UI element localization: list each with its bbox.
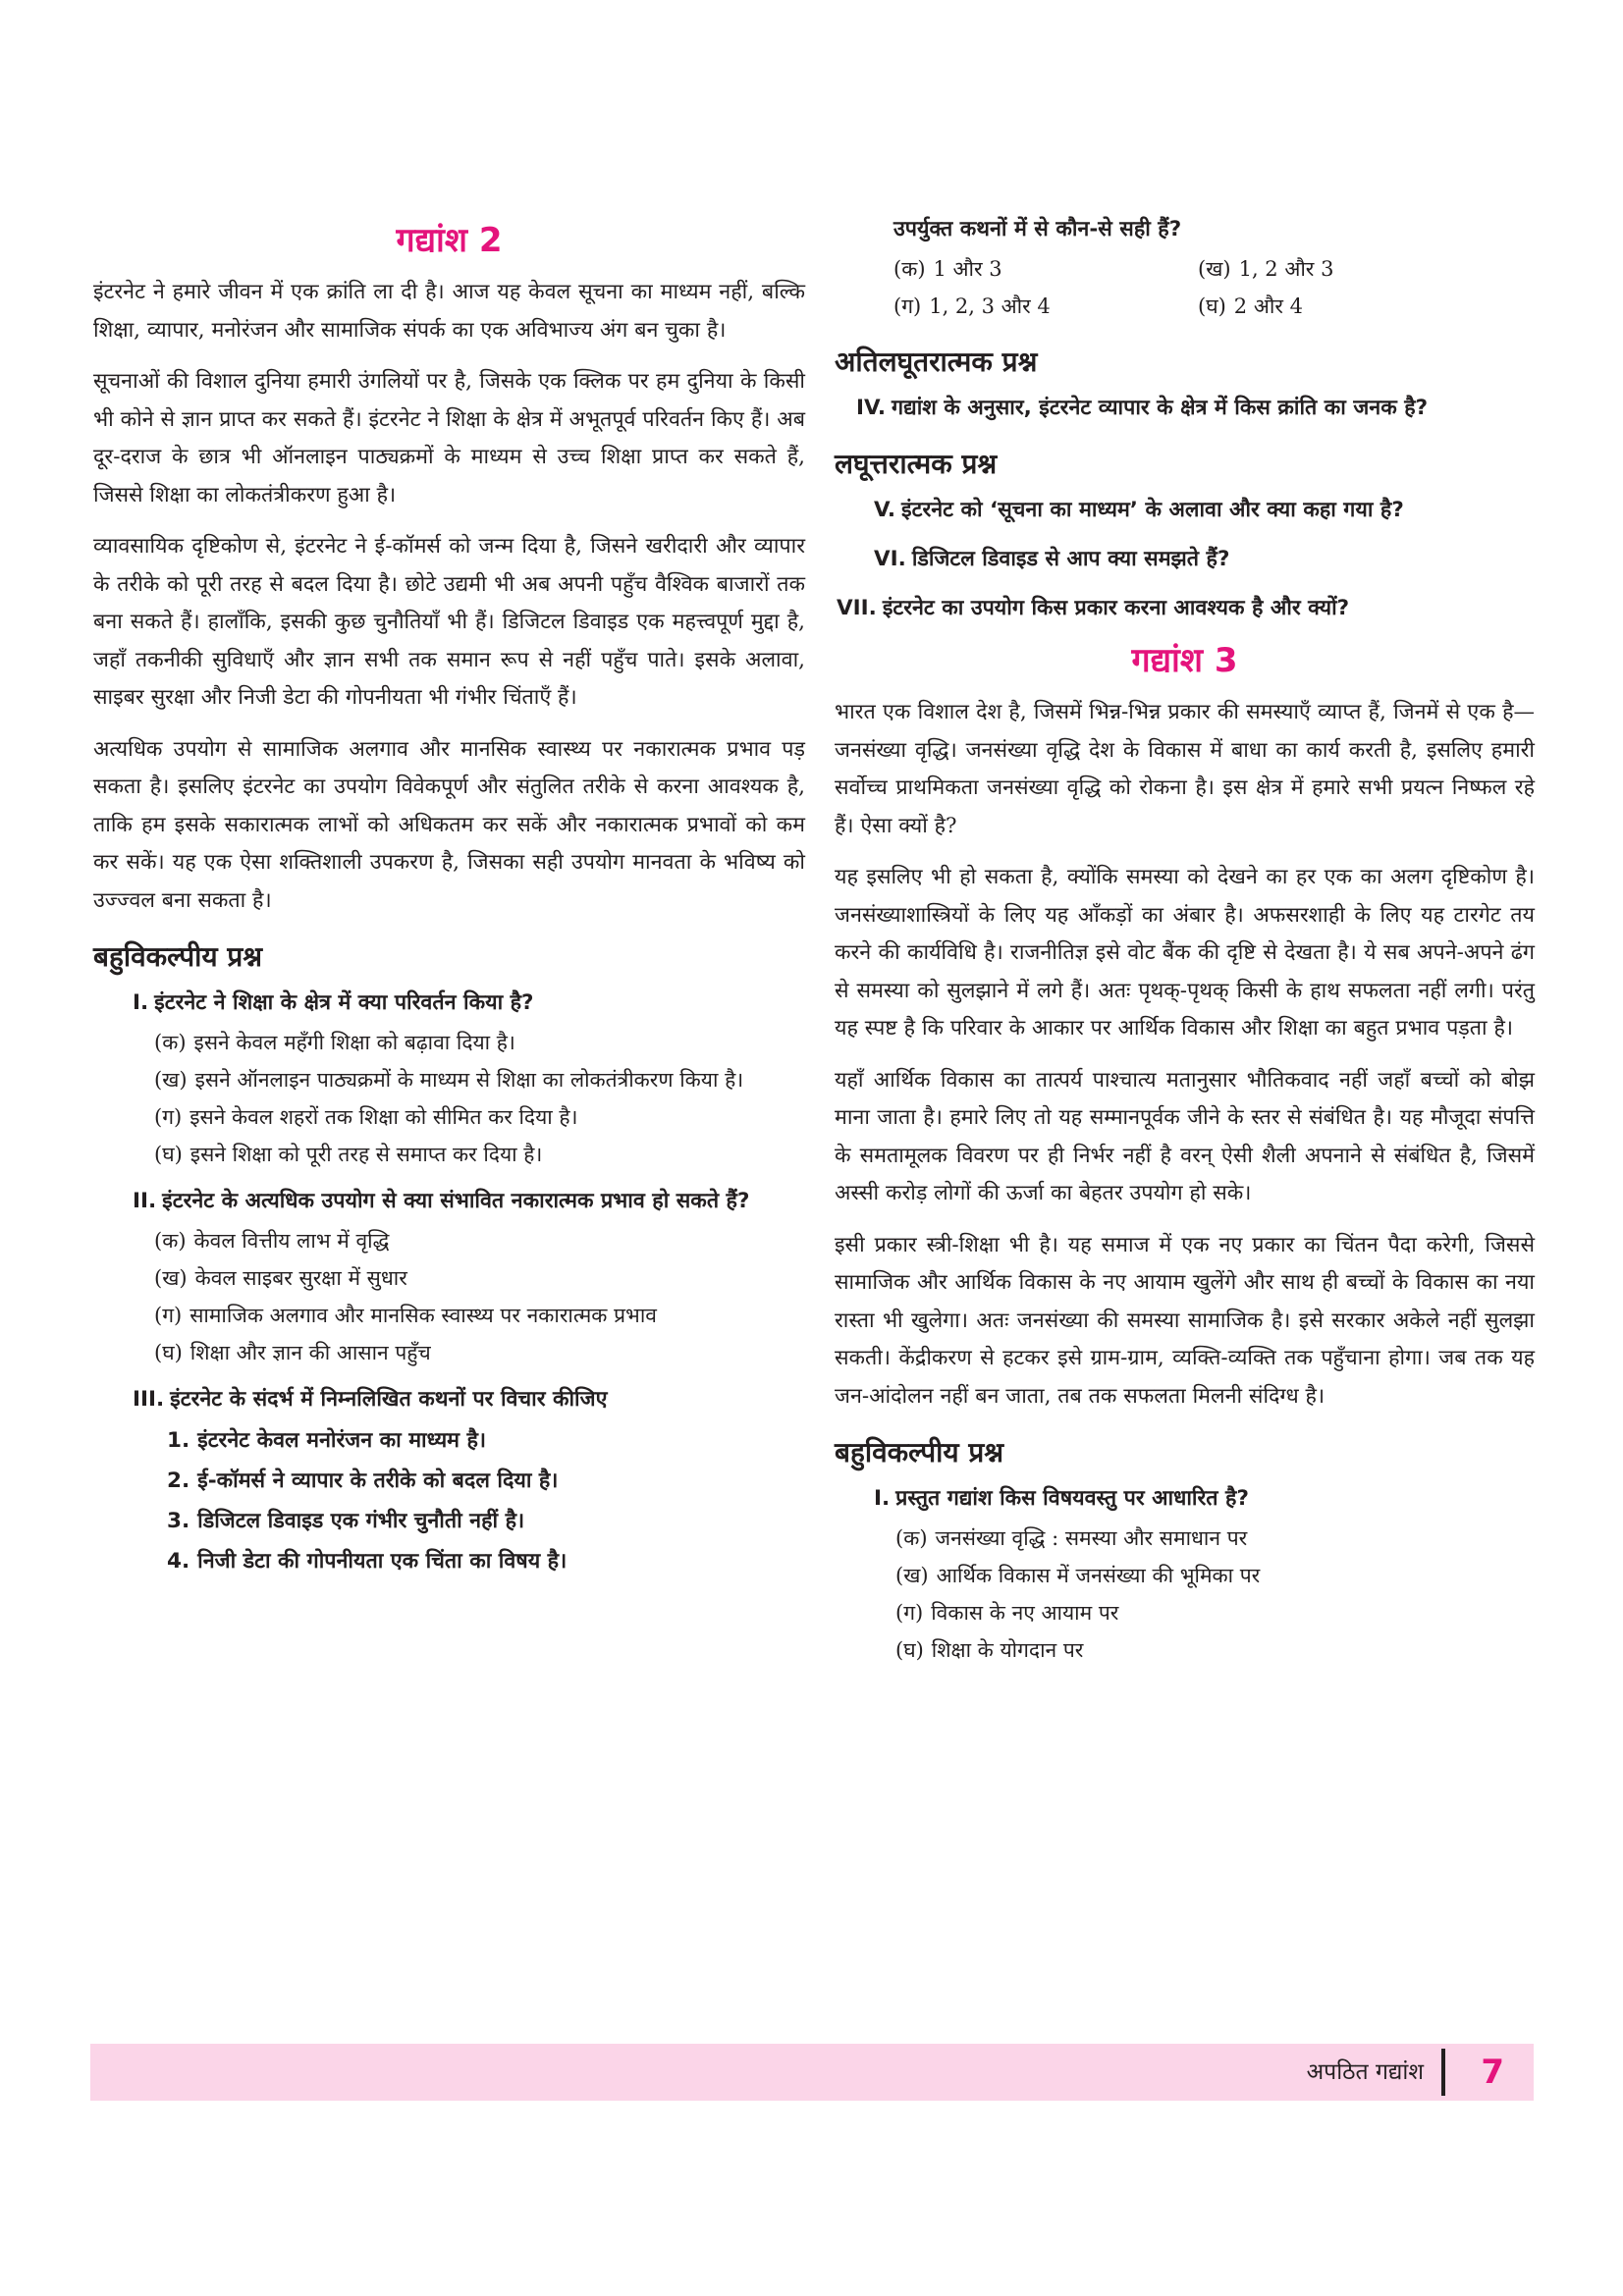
question <box>133 1381 805 1418</box>
question-text: गद्यांश के अनुसार, इंटरनेट व्यापार के क्षेत्र में किस क्रांति का जनक है? <box>892 396 1429 420</box>
statement-number: 4. <box>167 1549 190 1574</box>
passage-2-title: गद्यांश 2 <box>396 221 503 260</box>
option <box>893 250 1198 288</box>
options-grid <box>893 250 1535 325</box>
option <box>893 288 1198 325</box>
option-text: इसने ऑनलाइन पाठ्यक्रमों के माध्यम से शिक्षा का लोकतंत्रीकरण किया है। <box>194 1068 744 1092</box>
option-label: (ग) <box>154 1304 183 1327</box>
question-number: V. <box>874 498 896 522</box>
question-number: VII. <box>837 596 877 620</box>
question-prompt <box>893 211 1535 248</box>
statement-text: निजी डेटा की गोपनीयता एक चिंता का विषय है। <box>197 1549 568 1574</box>
option-text: इसने शिक्षा को पूरी तरह से समाप्त कर दिया है। <box>189 1143 543 1166</box>
option <box>895 1631 1535 1669</box>
option <box>895 1520 1535 1557</box>
option-label: (क) <box>154 1229 187 1253</box>
paragraph: इंटरनेट ने हमारे जीवन में एक क्रांति ला दी है। आज यह केवल सूचना का माध्यम नहीं, बल्कि शिक्षा, व्यापार, मनोरंजन और सामाजिक संपर्क का एक अविभाज्य अंग बन चुका है। <box>93 280 805 343</box>
statement-text: डिजिटल डिवाइड एक गंभीर चुनौती नहीं है। <box>197 1509 525 1533</box>
statement <box>167 1541 805 1581</box>
mcq-heading: बहुविकल्पीय प्रश्न <box>835 1436 1004 1468</box>
option-text: जनसंख्या वृद्धि : समस्या और समाधान पर <box>935 1526 1248 1550</box>
option-label: (ख) <box>1198 257 1231 281</box>
option-text: 1, 2, 3 और 4 <box>929 294 1051 318</box>
option <box>1198 288 1532 325</box>
very-short-heading: अतिलघूतरात्मक प्रश्न <box>835 346 1038 378</box>
option-label: (घ) <box>895 1638 924 1662</box>
paragraph: यह इसलिए भी हो सकता है, क्योंकि समस्या को देखने का हर एक का अलग दृष्टिकोण है। जनसंख्याशास्त्रियों के लिए यह आँकड़ों का अंबार है। अफसरशाही के लिए यह टारगेट तय करने की कार्यविधि है। राजनीतिज्ञ इसे वोट बैंक की दृष्टि से देखता है। ये सब अपने-अपने ढंग से समस्या को सुलझाने में लगे हैं। अतः पृथक्-पृथक् किसी के हाथ सफलता नहीं लगी। परंतु यह स्पष्ट है कि परिवार के आकार पर आर्थिक विकास और शिक्षा का बहुत प्रभाव पड़ता है। <box>835 865 1535 1041</box>
option-text: केवल साइबर सुरक्षा में सुधार <box>194 1266 407 1290</box>
option-label: (क) <box>895 1526 928 1550</box>
statement-number: 3. <box>167 1509 190 1533</box>
option-label: (घ) <box>154 1341 183 1364</box>
option <box>154 1222 805 1259</box>
question <box>133 1183 805 1220</box>
page-footer <box>90 2044 1534 2101</box>
passage-3-title: गद्यांश 3 <box>1131 641 1238 680</box>
left-column <box>93 211 805 1581</box>
option <box>1198 250 1532 288</box>
paragraph: अत्यधिक उपयोग से सामाजिक अलगाव और मानसिक स्वास्थ्य पर नकारात्मक प्रभाव पड़ सकता है। इसलिए इंटरनेट का उपयोग विवेकपूर्ण और संतुलित तरीके से करना आवश्यक है, ताकि हम इसके सकारात्मक लाभों को अधिकतम कर सकें और नकारात्मक प्रभावों को कम कर सकें। यह एक ऐसा शक्तिशाली उपकरण है, जिसका सही उपयोग मानवता के भविष्य को उज्ज्वल बना सकता है। <box>93 736 805 913</box>
option-text: इसने केवल शहरों तक शिक्षा को सीमित कर दिया है। <box>189 1105 578 1129</box>
question-text: प्रस्तुत गद्यांश किस विषयवस्तु पर आधारित है? <box>895 1486 1249 1511</box>
option <box>154 1136 805 1173</box>
statement <box>167 1501 805 1541</box>
option <box>154 1061 805 1098</box>
question <box>856 390 1535 427</box>
option-label: (ग) <box>893 294 922 318</box>
option-text: केवल वित्तीय लाभ में वृद्धि <box>193 1229 390 1253</box>
question-number: II. <box>133 1189 157 1213</box>
statement-number: 2. <box>167 1468 190 1493</box>
question-text: इंटरनेट का उपयोग किस प्रकार करना आवश्यक है और क्यों? <box>882 596 1350 620</box>
option <box>154 1334 805 1371</box>
option <box>895 1557 1535 1594</box>
question-text: इंटरनेट के अत्यधिक उपयोग से क्या संभावित नकारात्मक प्रभाव हो सकते हैं? <box>162 1189 750 1213</box>
question-number: IV. <box>856 396 887 420</box>
option-text: आर्थिक विकास में जनसंख्या की भूमिका पर <box>936 1564 1261 1587</box>
option-label: (ख) <box>154 1068 188 1092</box>
question-number: I. <box>874 1486 891 1511</box>
option-text: शिक्षा और ज्ञान की आसान पहुँच <box>189 1341 431 1364</box>
mcq-heading: बहुविकल्पीय प्रश्न <box>93 940 263 973</box>
question <box>874 541 1535 578</box>
option-label: (ग) <box>895 1601 924 1625</box>
option <box>154 1297 805 1334</box>
option-text: 1 और 3 <box>933 257 1002 281</box>
option <box>154 1259 805 1297</box>
statement-number: 1. <box>167 1428 190 1453</box>
option-text: 1, 2 और 3 <box>1238 257 1334 281</box>
paragraph: यहाँ आर्थिक विकास का तात्पर्य पाश्चात्य मतानुसार भौतिकवाद नहीं जहाँ बच्चों को बोझ माना जाता है। हमारे लिए तो यह सम्मानपूर्वक जीने के स्तर से संबंधित है। यह मौजूदा संपत्ति के समतामूलक विवरण पर ही निर्भर नहीं है वरन् ऐसी शैली अपनाने से संबंधित है, जिसमें अस्सी करोड़ लोगों की ऊर्जा का बेहतर उपयोग हो सके। <box>835 1067 1535 1205</box>
option-text: विकास के नए आयाम पर <box>931 1601 1119 1625</box>
question <box>874 1480 1535 1518</box>
question <box>837 590 1535 627</box>
footer-divider <box>1441 2049 1445 2096</box>
paragraph: व्यावसायिक दृष्टिकोण से, इंटरनेट ने ई-कॉमर्स को जन्म दिया है, जिसने खरीदारी और व्यापार के तरीके को पूरी तरह से बदल दिया है। छोटे उद्यमी भी अब अपनी पहुँच वैश्विक बाजारों तक बना सकते हैं। हालाँकि, इसकी कुछ चुनौतियाँ भी हैं। डिजिटल डिवाइड एक महत्त्वपूर्ण मुद्दा है, जहाँ तकनीकी सुविधाएँ और ज्ञान सभी तक समान रूप से नहीं पहुँच पाते। इसके अलावा, साइबर सुरक्षा और निजी डेटा की गोपनीयता भी गंभीर चिंताएँ हैं। <box>93 534 805 710</box>
question-text: डिजिटल डिवाइड से आप क्या समझते हैं? <box>911 547 1230 571</box>
statement-text: इंटरनेट केवल मनोरंजन का माध्यम है। <box>197 1428 487 1453</box>
option <box>154 1024 805 1061</box>
option-label: (ख) <box>154 1266 188 1290</box>
option-text: इसने केवल महँगी शिक्षा को बढ़ावा दिया है। <box>193 1031 515 1054</box>
paragraph: सूचनाओं की विशाल दुनिया हमारी उंगलियों पर है, जिसके एक क्लिक पर हम दुनिया के किसी भी कोने से ज्ञान प्राप्त कर सकते हैं। इंटरनेट ने शिक्षा के क्षेत्र में अभूतपूर्व परिवर्तन किए हैं। अब दूर-दराज के छात्र भी ऑनलाइन पाठ्यक्रमों के माध्यम से उच्च शिक्षा प्राप्त कर सकते हैं, जिससे शिक्षा का लोकतंत्रीकरण हुआ है। <box>93 369 805 507</box>
option-text: सामाजिक अलगाव और मानसिक स्वास्थ्य पर नकारात्मक प्रभाव <box>189 1304 657 1327</box>
question <box>874 492 1535 529</box>
question <box>133 985 805 1022</box>
paragraph: इसी प्रकार स्त्री-शिक्षा भी है। यह समाज में एक नए प्रकार का चिंतन पैदा करेगी, जिससे सामाजिक और आर्थिक विकास के नए आयाम खुलेंगे और साथ ही बच्चों के विकास का नया रास्ता भी खुलेगा। अतः जनसंख्या की समस्या सामाजिक है। इसे सरकार अकेले नहीं सुलझा सकती। केंद्रीकरण से हटकर इसे ग्राम-ग्राम, व्यक्ति-व्यक्ति तक पहुँचाना होगा। जब तक यह जन-आंदोलन नहीं बन जाता, तब तक सफलता मिलनी संदिग्ध है। <box>835 1232 1535 1409</box>
statement-text: ई-कॉमर्स ने व्यापार के तरीके को बदल दिया है। <box>197 1468 559 1493</box>
option-label: (ग) <box>154 1105 183 1129</box>
footer-section-label: अपठित गद्यांश <box>1306 2059 1424 2085</box>
page-number: 7 <box>1481 2053 1504 2092</box>
option-text: शिक्षा के योगदान पर <box>931 1638 1084 1662</box>
short-heading: लघूत्तरात्मक प्रश्न <box>835 448 998 480</box>
statement <box>167 1461 805 1501</box>
option <box>154 1098 805 1136</box>
right-column <box>835 211 1535 1669</box>
option <box>895 1594 1535 1631</box>
question-number: III. <box>133 1387 165 1412</box>
statement <box>167 1420 805 1461</box>
option-label: (घ) <box>154 1143 183 1166</box>
question-text: इंटरनेट ने शिक्षा के क्षेत्र में क्या परिवर्तन किया है? <box>154 990 534 1015</box>
question-number: I. <box>133 990 149 1015</box>
paragraph: भारत एक विशाल देश है, जिसमें भिन्न-भिन्न प्रकार की समस्याएँ व्याप्त हैं, जिनमें से एक है—जनसंख्या वृद्धि। जनसंख्या वृद्धि देश के विकास में बाधा का कार्य करती है, इसलिए हमारी सर्वोच्च प्राथमिकता जनसंख्या वृद्धि को रोकना है। इस क्षेत्र में हमारे सभी प्रयत्न निष्फल रहे हैं। ऐसा क्यों है? <box>835 700 1535 838</box>
question-text: इंटरनेट के संदर्भ में निम्नलिखित कथनों पर विचार कीजिए <box>170 1387 608 1412</box>
option-label: (क) <box>893 257 926 281</box>
option-text: 2 और 4 <box>1233 294 1303 318</box>
question-number: VI. <box>874 547 906 571</box>
option-label: (क) <box>154 1031 187 1054</box>
option-label: (घ) <box>1198 294 1226 318</box>
question-text: उपर्युक्त कथनों में से कौन-से सही हैं? <box>893 217 1182 241</box>
option-label: (ख) <box>895 1564 929 1587</box>
question-text: इंटरनेट को ‘सूचना का माध्यम’ के अलावा और क्या कहा गया है? <box>901 498 1404 522</box>
